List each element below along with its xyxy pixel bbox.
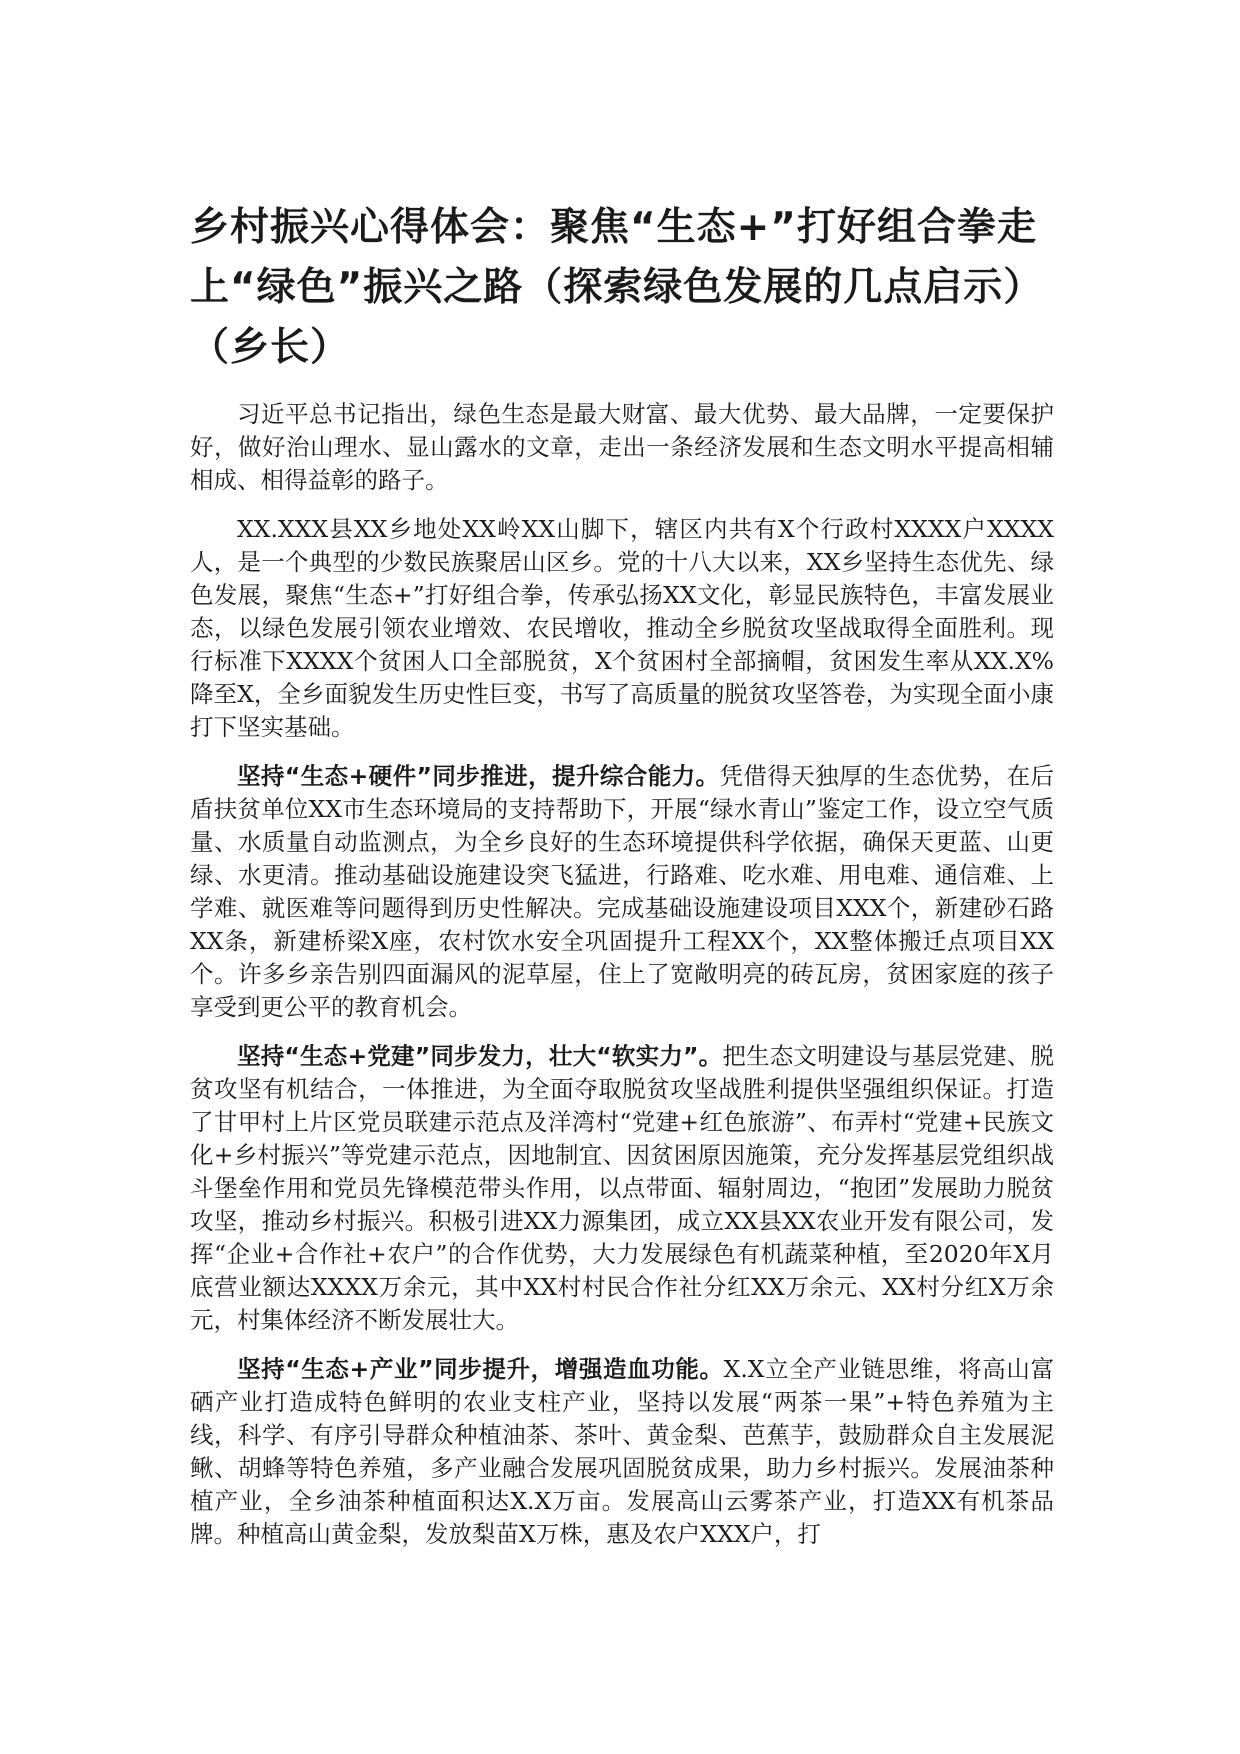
paragraph-text: 把生态文明建设与基层党建、脱贫攻坚有机结合，一体推进，为全面夺取脱贫攻坚战胜利提供坚强组织保证。打造了甘甲村上片区党员联建示范点及洋湾村“党建+红色旅游”、布弄村“党建+民族文化+乡村振兴”等党建示范点，因地制宜、因贫困原因施策，充分发挥基层党组织战斗堡垒作用和党员先锋模范带头作用，以点带面、辐射周边，“抱团”发展助力脱贫攻坚，推动乡村振兴。积极引进XX力源集团，成立XX县XX农业开发有限公司，发挥“企业+合作社+农户”的合作优势，大力发展绿色有机蔬菜种植，至2020年X月底营业额达XXXX万余元，其中XX村村民合作社分红XX万余元、XX村分红X万余元，村集体经济不断发展壮大。 bbox=[190, 1042, 1054, 1334]
paragraph-industry bbox=[190, 1353, 1054, 1551]
paragraph-lead: 坚持“生态+产业”同步提升，增强造血功能。 bbox=[237, 1355, 724, 1383]
paragraph-text: XX.XXX县XX乡地处XX岭XX山脚下，辖区内共有X个行政村XXXX户XXXX人，是一个典型的少数民族聚居山区乡。党的十八大以来，XX乡坚持生态优先、绿色发展，聚焦“生态+”打好组合拳，传承弘扬XX文化，彰显民族特色，丰富发展业态，以绿色发展引领农业增效、农民增收，推动全乡脱贫攻坚战取得全面胜利。现行标准下XXXX个贫困人口全部脱贫，X个贫困村全部摘帽，贫困发生率从XX.X%降至X，全乡面貌发生历史性巨变，书写了高质量的脱贫攻坚答卷，为实现全面小康打下坚实基础。 bbox=[190, 515, 1054, 741]
paragraph-lead: 坚持“生态+硬件”同步推进，提升综合能力。 bbox=[237, 762, 720, 790]
document-title: 乡村振兴心得体会：聚焦“生态+”打好组合拳走上“绿色”振兴之路（探索绿色发展的几点启示）（乡长） bbox=[190, 205, 1044, 370]
paragraph-lead: 坚持“生态+党建”同步发力，壮大“软实力”。 bbox=[237, 1042, 723, 1070]
paragraph-party-building bbox=[190, 1040, 1054, 1337]
document-body bbox=[190, 398, 1054, 1567]
paragraph-intro bbox=[190, 398, 1054, 497]
paragraph-text: 习近平总书记指出，绿色生态是最大财富、最大优势、最大品牌，一定要保护好，做好治山理水、显山露水的文章，走出一条经济发展和生态文明水平提高相辅相成、相得益彰的路子。 bbox=[190, 400, 1054, 494]
paragraph-text: X.X立全产业链思维，将高山富硒产业打造成特色鲜明的农业支柱产业，坚持以发展“两茶一果”+特色养殖为主线，科学、有序引导群众种植油茶、茶叶、黄金梨、芭蕉芋，鼓励群众自主发展泥鳅、胡蜂等特色养殖，多产业融合发展巩固脱贫成果，助力乡村振兴。发展油茶种植产业，全乡油茶种植面积达X.X万亩。发展高山云雾茶产业，打造XX有机茶品牌。种植高山黄金梨，发放梨苗X万株，惠及农户XXX户，打 bbox=[190, 1355, 1054, 1548]
paragraph-infrastructure bbox=[190, 760, 1054, 1024]
paragraph-text: 凭借得天独厚的生态优势，在后盾扶贫单位XX市生态环境局的支持帮助下，开展“绿水青山”鉴定工作，设立空气质量、水质量自动监测点，为全乡良好的生态环境提供科学依据，确保天更蓝、山更绿、水更清。推动基础设施建设突飞猛进，行路难、吃水难、用电难、通信难、上学难、就医难等问题得到历史性解决。完成基础设施建设项目XXX个，新建砂石路XX条，新建桥梁X座，农村饮水安全巩固提升工程XX个，XX整体搬迁点项目XX个。许多乡亲告别四面漏风的泥草屋，住上了宽敞明亮的砖瓦房，贫困家庭的孩子享受到更公平的教育机会。 bbox=[190, 762, 1054, 1021]
paragraph-overview bbox=[190, 513, 1054, 744]
